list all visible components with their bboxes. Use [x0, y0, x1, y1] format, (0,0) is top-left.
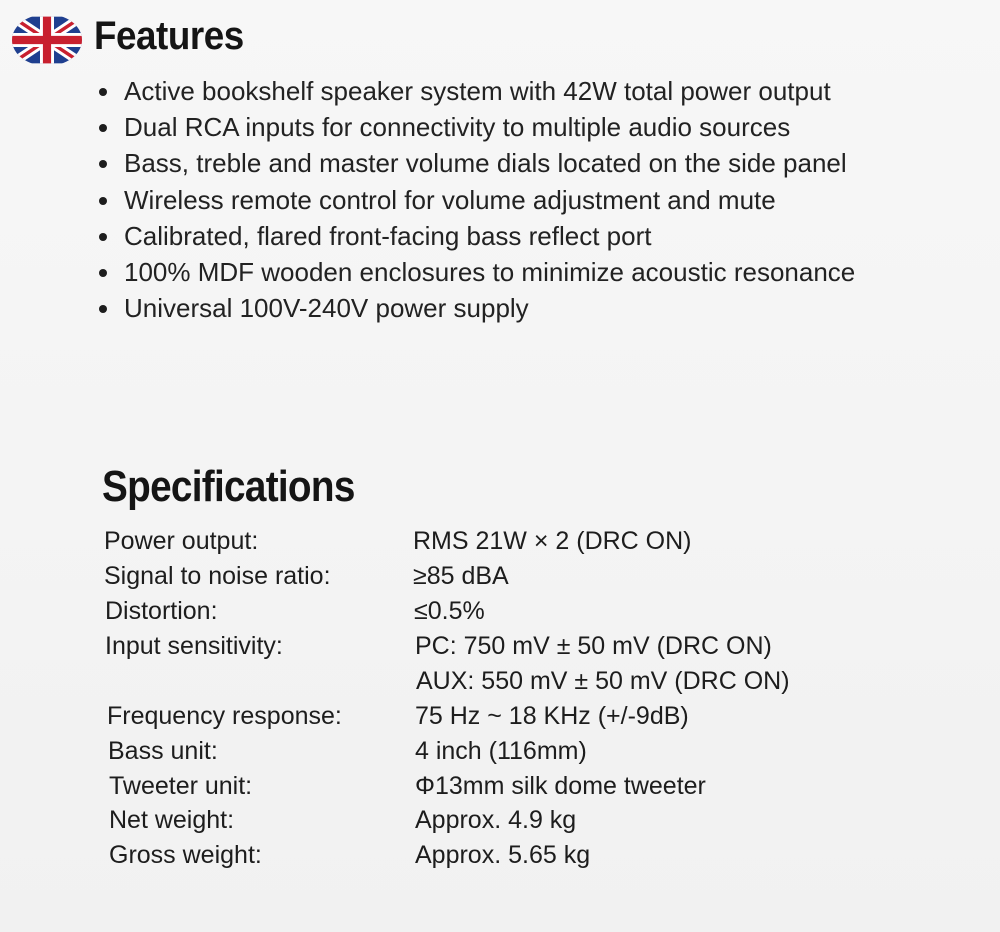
spec-value: 75 Hz ~ 18 KHz (+/-9dB) [415, 702, 689, 730]
spec-label: Signal to noise ratio: [104, 562, 331, 590]
spec-label: Power output: [104, 527, 259, 555]
spec-value: RMS 21W × 2 (DRC ON) [413, 527, 692, 555]
feature-item: Bass, treble and master volume dials located on the side panel [96, 145, 976, 181]
spec-label: Net weight: [109, 806, 235, 834]
spec-label: Distortion: [105, 597, 218, 625]
spec-label: Gross weight: [109, 841, 262, 869]
spec-row-net-weight [0, 803, 1000, 837]
spec-row-power-output [0, 524, 1000, 558]
spec-row-input-sensitivity [0, 629, 1000, 663]
features-heading: Features [94, 14, 244, 58]
specifications-heading: Specifications [102, 462, 355, 511]
spec-row-input-sensitivity-aux [0, 664, 1000, 698]
spec-value: ≤0.5% [414, 597, 485, 625]
feature-item: Active bookshelf speaker system with 42W total power output [96, 73, 976, 109]
spec-row-frequency-response [0, 699, 1000, 733]
spec-row-distortion [0, 594, 1000, 628]
spec-value: AUX: 550 mV ± 50 mV (DRC ON) [416, 667, 790, 695]
feature-item: 100% MDF wooden enclosures to minimize acoustic resonance [96, 254, 976, 290]
spec-value: 4 inch (116mm) [415, 737, 587, 765]
spec-label: Tweeter unit: [109, 772, 253, 800]
uk-flag-icon [12, 14, 82, 66]
spec-label: Frequency response: [107, 702, 342, 730]
spec-value: ≥85 dBA [413, 562, 509, 590]
spec-row-snr [0, 559, 1000, 593]
spec-row-tweeter-unit [0, 769, 1000, 803]
spec-value: PC: 750 mV ± 50 mV (DRC ON) [415, 632, 772, 660]
spec-value: Approx. 4.9 kg [415, 806, 577, 834]
feature-item: Calibrated, flared front-facing bass reflect port [96, 218, 976, 254]
spec-value: Approx. 5.65 kg [415, 841, 591, 869]
spec-label: Input sensitivity: [105, 632, 283, 660]
spec-row-bass-unit [0, 734, 1000, 768]
spec-value: Φ13mm silk dome tweeter [415, 772, 706, 800]
feature-item: Dual RCA inputs for connectivity to multiple audio sources [96, 109, 976, 145]
feature-item: Universal 100V-240V power supply [96, 290, 976, 326]
features-list [96, 73, 976, 326]
spec-row-gross-weight [0, 838, 1000, 872]
spec-label: Bass unit: [108, 737, 218, 765]
feature-item: Wireless remote control for volume adjustment and mute [96, 182, 976, 218]
